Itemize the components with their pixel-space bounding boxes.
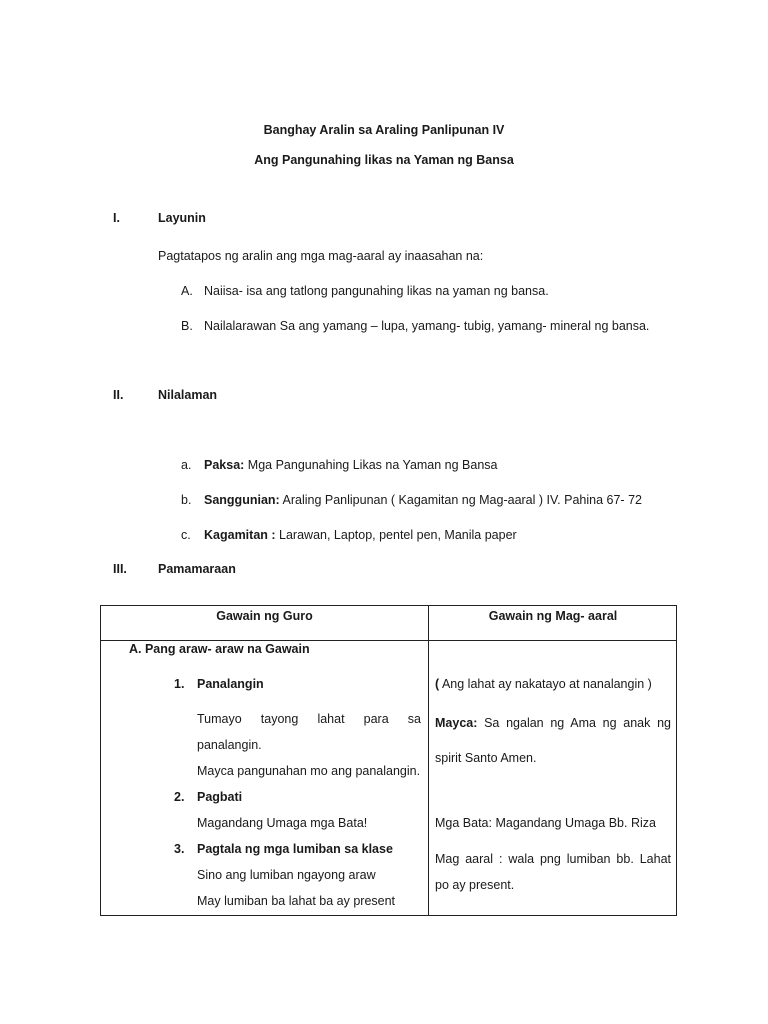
- document-title: Banghay Aralin sa Araling Panlipunan IV: [263, 123, 505, 137]
- content-item-a-value: Mga Pangunahing Likas na Yaman ng Bansa: [244, 458, 498, 472]
- objective-b-letter: B.: [181, 319, 193, 333]
- step-3-number: 3.: [174, 842, 185, 856]
- content-item-c: [204, 528, 517, 542]
- section-1-heading: Layunin: [158, 211, 206, 225]
- student-response-1-text: Ang lahat ay nakatayo at nanalangin ): [439, 677, 652, 691]
- content-item-c-letter: c.: [181, 528, 191, 542]
- step-1-number: 1.: [174, 677, 185, 691]
- content-item-a-letter: a.: [181, 458, 192, 472]
- section-3-heading: Pamamaraan: [158, 562, 236, 576]
- step-2-greeting: Magandang Umaga mga Bata!: [197, 816, 368, 830]
- student-response-2-label: Mayca:: [435, 716, 478, 730]
- section-1-numeral: I.: [113, 211, 120, 225]
- student-response-3: Mga Bata: Magandang Umaga Bb. Riza: [435, 816, 656, 830]
- step-1-heading: Panalangin: [197, 677, 264, 691]
- content-item-c-label: Kagamitan :: [204, 528, 276, 542]
- table-header-teacher: Gawain ng Guro: [216, 609, 313, 623]
- step-1-instruction: Tumayo tayong lahat para sa panalangin.: [197, 712, 421, 752]
- section-2-numeral: II.: [113, 388, 124, 402]
- step-3-heading: Pagtala ng mga lumiban sa klase: [197, 842, 393, 856]
- objective-b-text: Nailalarawan Sa ang yamang – lupa, yamang- tubig, yamang- mineral ng bansa.: [204, 319, 650, 333]
- table-header-student: Gawain ng Mag- aaral: [488, 609, 618, 623]
- student-response-1-paren: (: [435, 677, 440, 691]
- content-item-b: [204, 493, 642, 507]
- step-3-question-1: Sino ang lumiban ngayong araw: [197, 868, 376, 882]
- student-response-2-text: Sa ngalan ng Ama ng anak ng spirit Santo Amen.: [435, 716, 671, 765]
- step-2-heading: Pagbati: [197, 790, 243, 804]
- content-item-b-label: Sanggunian:: [204, 493, 280, 507]
- content-item-b-value: Araling Panlipunan ( Kagamitan ng Mag-aaral ) IV. Pahina 67- 72: [279, 493, 642, 507]
- student-response-1: [435, 677, 652, 691]
- student-response-2: [435, 706, 671, 776]
- document-subtitle: Ang Pangunahing likas na Yaman ng Bansa: [254, 153, 514, 167]
- step-1-instruction-2: Mayca pangunahan mo ang panalangin.: [197, 764, 421, 778]
- objective-a-text: Naiisa- isa ang tatlong pangunahing likas na yaman ng bansa.: [204, 284, 549, 298]
- step-3-question-2: May lumiban ba lahat ba ay present: [197, 894, 396, 908]
- step-2-number: 2.: [174, 790, 185, 804]
- section-3-numeral: III.: [113, 562, 127, 576]
- content-item-b-letter: b.: [181, 493, 192, 507]
- table-column-divider: [428, 606, 429, 915]
- procedure-table: [100, 605, 677, 916]
- student-response-4: Mag aaral : wala png lumiban bb. Lahat po ay present.: [435, 852, 671, 892]
- content-item-a: [204, 458, 498, 472]
- content-item-a-label: Paksa:: [204, 458, 245, 472]
- objective-a-letter: A.: [181, 284, 193, 298]
- section-1-intro: Pagtatapos ng aralin ang mga mag-aaral ay inaasahan na:: [158, 249, 484, 263]
- part-a-heading: A. Pang araw- araw na Gawain: [129, 642, 310, 656]
- table-header-divider: [101, 640, 676, 641]
- content-item-c-value: Larawan, Laptop, pentel pen, Manila paper: [275, 528, 517, 542]
- section-2-heading: Nilalaman: [158, 388, 218, 402]
